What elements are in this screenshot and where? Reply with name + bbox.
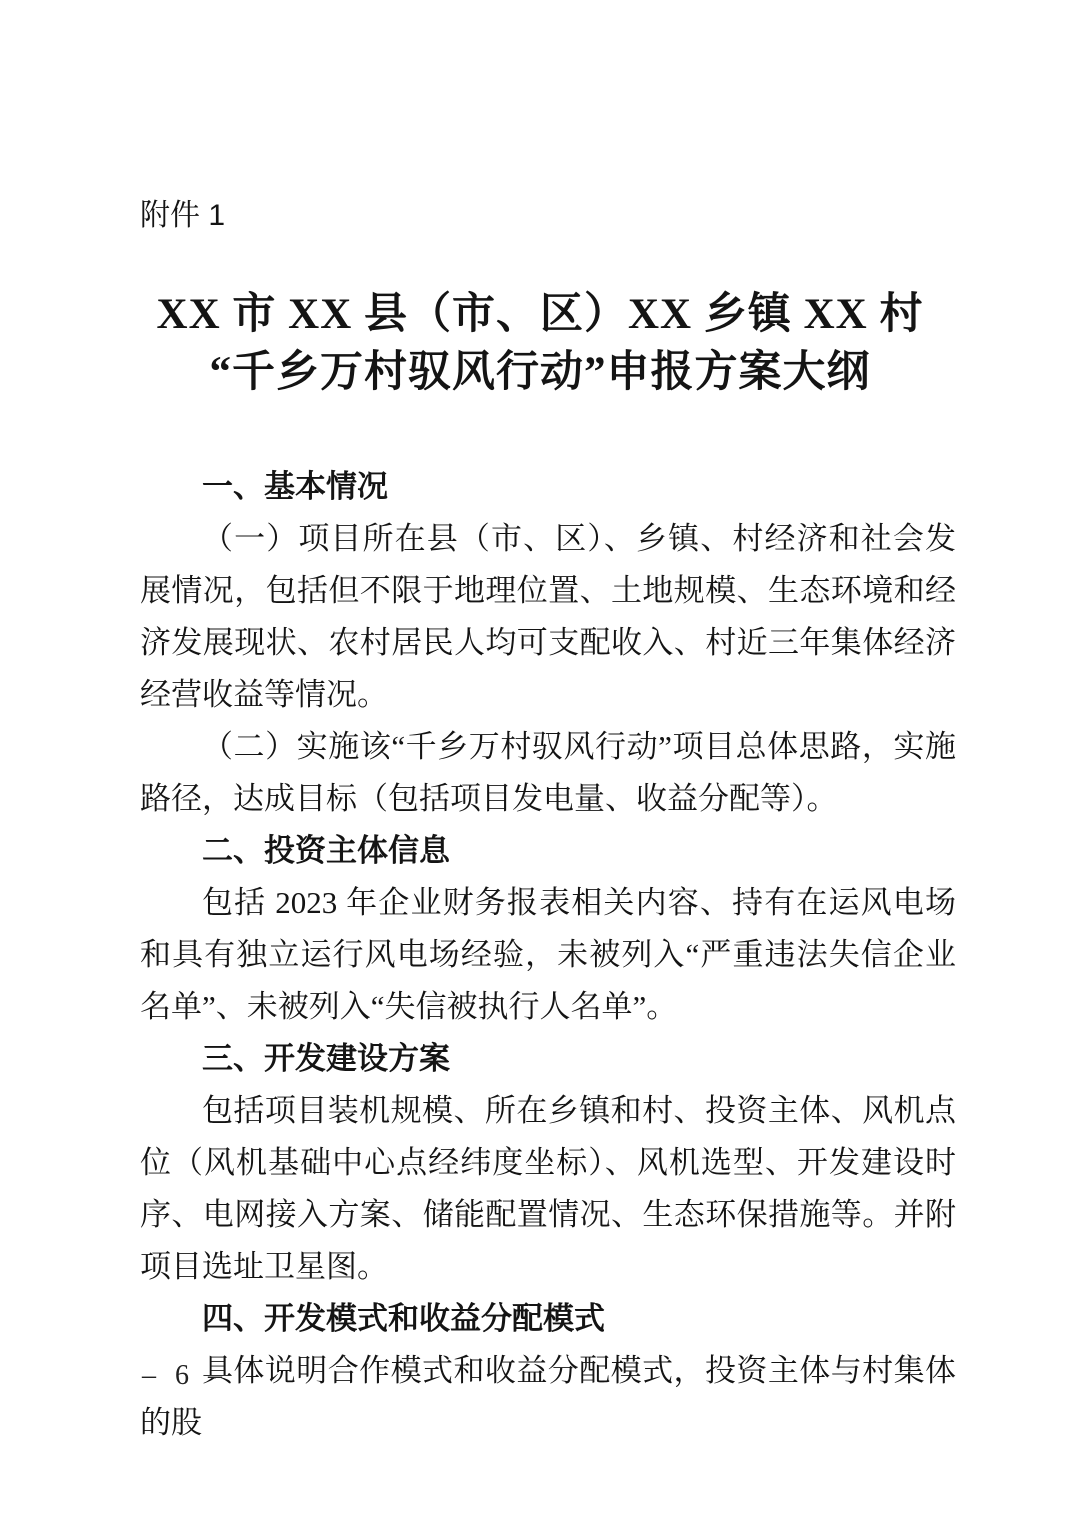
paragraph: 具体说明合作模式和收益分配模式，投资主体与村集体的股 (140, 1353, 956, 1440)
section-revenue-model (140, 1293, 956, 1449)
title-line-1: XX 市 XX 县（市、区）XX 乡镇 XX 村 (156, 291, 924, 338)
paragraph: （一）项目所在县（市、区）、乡镇、村经济和社会发展情况，包括但不限于地理位置、土地规模、生态环境和经济发展现状、农村居民人均可支配收入、村近三年集体经济经营收益等情况。 (140, 521, 956, 712)
document-title (0, 286, 1080, 402)
section-heading: 三、开发建设方案 (202, 1041, 450, 1076)
title-line-2: “千乡万村驭风行动”申报方案大纲 (209, 349, 871, 396)
section-basic-info (140, 461, 956, 825)
document-body (140, 461, 956, 1449)
paragraph: 包括项目装机规模、所在乡镇和村、投资主体、风机点位（风机基础中心点经纬度坐标）、风机选型、开发建设时序、电网接入方案、储能配置情况、生态环保措施等。并附项目选址卫星图。 (140, 1093, 956, 1284)
section-heading: 二、投资主体信息 (202, 833, 450, 868)
section-development-plan (140, 1033, 956, 1293)
section-heading: 一、基本情况 (202, 469, 388, 504)
attachment-label: 附件 1 (140, 199, 226, 232)
section-heading: 四、开发模式和收益分配模式 (202, 1301, 605, 1336)
paragraph: （二）实施该“千乡万村驭风行动”项目总体思路，实施路径，达成目标（包括项目发电量、收益分配等）。 (140, 729, 956, 816)
section-investor-info (140, 825, 956, 1033)
paragraph: 包括 2023 年企业财务报表相关内容、持有在运风电场和具有独立运行风电场经验，未被列入“严重违法失信企业名单”、未被列入“失信被执行人名单”。 (140, 885, 956, 1024)
page-number: – 6 – (142, 1360, 228, 1391)
